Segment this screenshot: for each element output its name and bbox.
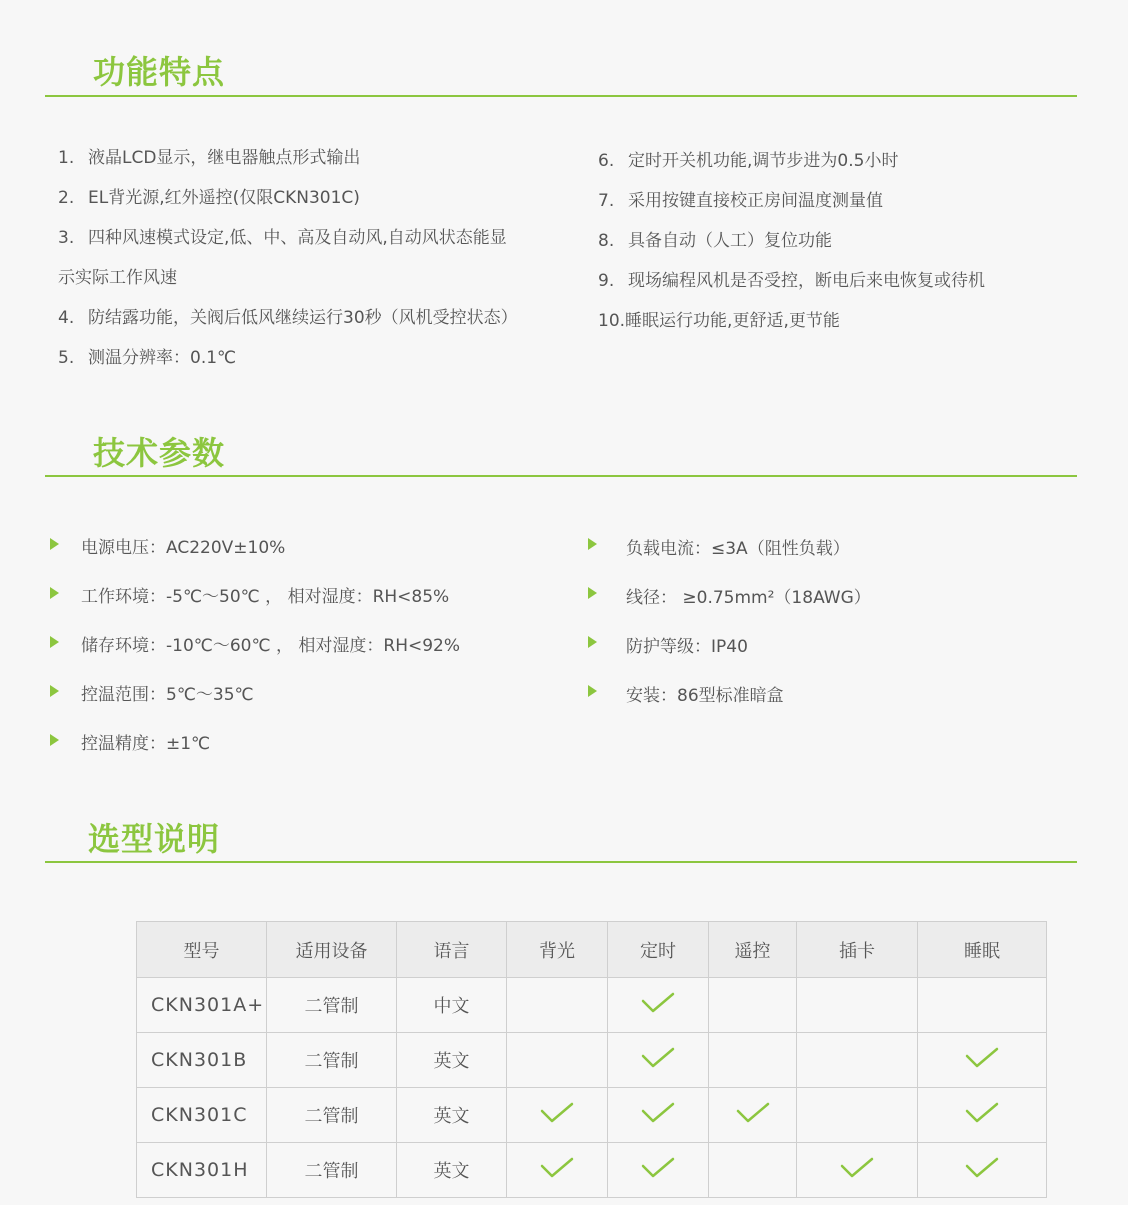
feature-item-continued xyxy=(58,263,177,288)
feature-number: 5. xyxy=(58,348,75,368)
checkmark-icon xyxy=(641,1102,675,1124)
bullet-arrow-icon xyxy=(588,636,597,648)
feature-item xyxy=(598,146,898,171)
table-row xyxy=(137,1033,1047,1088)
checkmark-icon xyxy=(736,1102,770,1124)
feature-number: 9. xyxy=(598,271,615,291)
bullet-arrow-icon xyxy=(588,685,597,697)
model-cell: CKN301C xyxy=(137,1088,267,1143)
remote-cell xyxy=(709,978,797,1033)
feature-text: 采用按键直接校正房间温度测量值 xyxy=(628,191,883,211)
model-cell: CKN301H xyxy=(137,1143,267,1198)
model-cell: CKN301B xyxy=(137,1033,267,1088)
checkmark-icon xyxy=(840,1157,874,1179)
timer-cell xyxy=(608,978,709,1033)
bullet-arrow-icon xyxy=(50,538,59,550)
column-header-card: 插卡 xyxy=(797,922,918,978)
column-header-language: 语言 xyxy=(397,922,507,978)
feature-text: EL背光源,红外遥控(仅限CKN301C) xyxy=(88,188,360,208)
bullet-arrow-icon xyxy=(50,685,59,697)
feature-text: 具备自动（人工）复位功能 xyxy=(628,231,832,251)
feature-item xyxy=(58,223,507,248)
language-cell: 中文 xyxy=(397,978,507,1033)
timer-cell xyxy=(608,1033,709,1088)
feature-text: 示实际工作风速 xyxy=(58,268,177,288)
feature-number: 4. xyxy=(58,308,75,328)
backlight-cell xyxy=(507,1033,608,1088)
feature-item xyxy=(598,226,832,251)
table-row xyxy=(137,978,1047,1033)
feature-text: 测温分辨率：0.1℃ xyxy=(88,348,237,368)
card-cell xyxy=(797,1143,918,1198)
bullet-arrow-icon xyxy=(50,636,59,648)
sleep-cell xyxy=(918,978,1047,1033)
sleep-cell xyxy=(918,1143,1047,1198)
bullet-arrow-icon xyxy=(588,538,597,550)
bullet-arrow-icon xyxy=(588,587,597,599)
spec-item: 控温范围：5℃～35℃ xyxy=(81,685,254,705)
card-cell xyxy=(797,1033,918,1088)
remote-cell xyxy=(709,1033,797,1088)
spec-item: 储存环境：-10℃～60℃ ， 相对湿度：RH<92% xyxy=(81,636,461,656)
feature-text: 防结露功能，关阀后低风继续运行30秒（风机受控状态） xyxy=(88,308,518,328)
remote-cell xyxy=(709,1143,797,1198)
feature-number: 8. xyxy=(598,231,615,251)
feature-item xyxy=(598,186,883,211)
feature-item xyxy=(58,183,360,208)
feature-item xyxy=(58,143,360,168)
checkmark-icon xyxy=(641,1047,675,1069)
feature-text: 睡眠运行功能,更舒适,更节能 xyxy=(625,311,840,331)
device-cell: 二管制 xyxy=(267,978,397,1033)
language-cell: 英文 xyxy=(397,1033,507,1088)
checkmark-icon xyxy=(965,1157,999,1179)
feature-text: 四种风速模式设定,低、中、高及自动风,自动风状态能显 xyxy=(88,228,507,248)
checkmark-icon xyxy=(641,1157,675,1179)
selection-table xyxy=(136,921,1047,1198)
table-row xyxy=(137,1088,1047,1143)
bullet-arrow-icon xyxy=(50,734,59,746)
feature-number: 1. xyxy=(58,148,75,168)
remote-cell xyxy=(709,1088,797,1143)
table-row xyxy=(137,1143,1047,1198)
checkmark-icon xyxy=(540,1157,574,1179)
feature-text: 定时开关机功能,调节步进为0.5小时 xyxy=(628,151,899,171)
feature-item xyxy=(598,266,985,291)
column-header-timer: 定时 xyxy=(608,922,709,978)
card-cell xyxy=(797,1088,918,1143)
features-section-title: 功能特点 xyxy=(93,53,226,91)
sleep-cell xyxy=(918,1088,1047,1143)
backlight-cell xyxy=(507,1088,608,1143)
feature-number: 2. xyxy=(58,188,75,208)
timer-cell xyxy=(608,1143,709,1198)
backlight-cell xyxy=(507,1143,608,1198)
bullet-arrow-icon xyxy=(50,587,59,599)
device-cell: 二管制 xyxy=(267,1033,397,1088)
model-cell: CKN301A+ xyxy=(137,978,267,1033)
table-header-row xyxy=(137,922,1047,978)
checkmark-icon xyxy=(641,992,675,1014)
column-header-remote: 遥控 xyxy=(709,922,797,978)
column-header-sleep: 睡眠 xyxy=(918,922,1047,978)
card-cell xyxy=(797,978,918,1033)
spec-item: 线径： ≥0.75mm²（18AWG） xyxy=(626,588,871,608)
feature-number: 3. xyxy=(58,228,75,248)
timer-cell xyxy=(608,1088,709,1143)
feature-text: 现场编程风机是否受控，断电后来电恢复或待机 xyxy=(628,271,985,291)
spec-item: 防护等级：IP40 xyxy=(626,637,748,657)
spec-item: 控温精度：±1℃ xyxy=(81,734,211,754)
selection-divider xyxy=(45,861,1077,863)
spec-item: 安装：86型标准暗盒 xyxy=(626,686,784,706)
feature-item xyxy=(58,303,518,328)
feature-item xyxy=(58,343,236,368)
checkmark-icon xyxy=(540,1102,574,1124)
features-divider xyxy=(45,95,1077,97)
spec-item: 负载电流：≤3A（阻性负载） xyxy=(626,539,850,559)
checkmark-icon xyxy=(965,1047,999,1069)
specs-section-title: 技术参数 xyxy=(93,434,226,472)
spec-item: 工作环境：-5℃～50℃ ， 相对湿度：RH<85% xyxy=(81,587,450,607)
column-header-backlight: 背光 xyxy=(507,922,608,978)
spec-item: 电源电压：AC220V±10% xyxy=(81,538,286,558)
checkmark-icon xyxy=(965,1102,999,1124)
feature-number: 7. xyxy=(598,191,615,211)
specs-divider xyxy=(45,475,1077,477)
language-cell: 英文 xyxy=(397,1143,507,1198)
backlight-cell xyxy=(507,978,608,1033)
feature-text: 液晶LCD显示，继电器触点形式输出 xyxy=(88,148,361,168)
column-header-model: 型号 xyxy=(137,922,267,978)
feature-number: 6. xyxy=(598,151,615,171)
column-header-device: 适用设备 xyxy=(267,922,397,978)
feature-item xyxy=(598,306,840,331)
language-cell: 英文 xyxy=(397,1088,507,1143)
device-cell: 二管制 xyxy=(267,1143,397,1198)
sleep-cell xyxy=(918,1033,1047,1088)
selection-section-title: 选型说明 xyxy=(88,820,221,858)
device-cell: 二管制 xyxy=(267,1088,397,1143)
feature-number: 10. xyxy=(598,311,626,331)
